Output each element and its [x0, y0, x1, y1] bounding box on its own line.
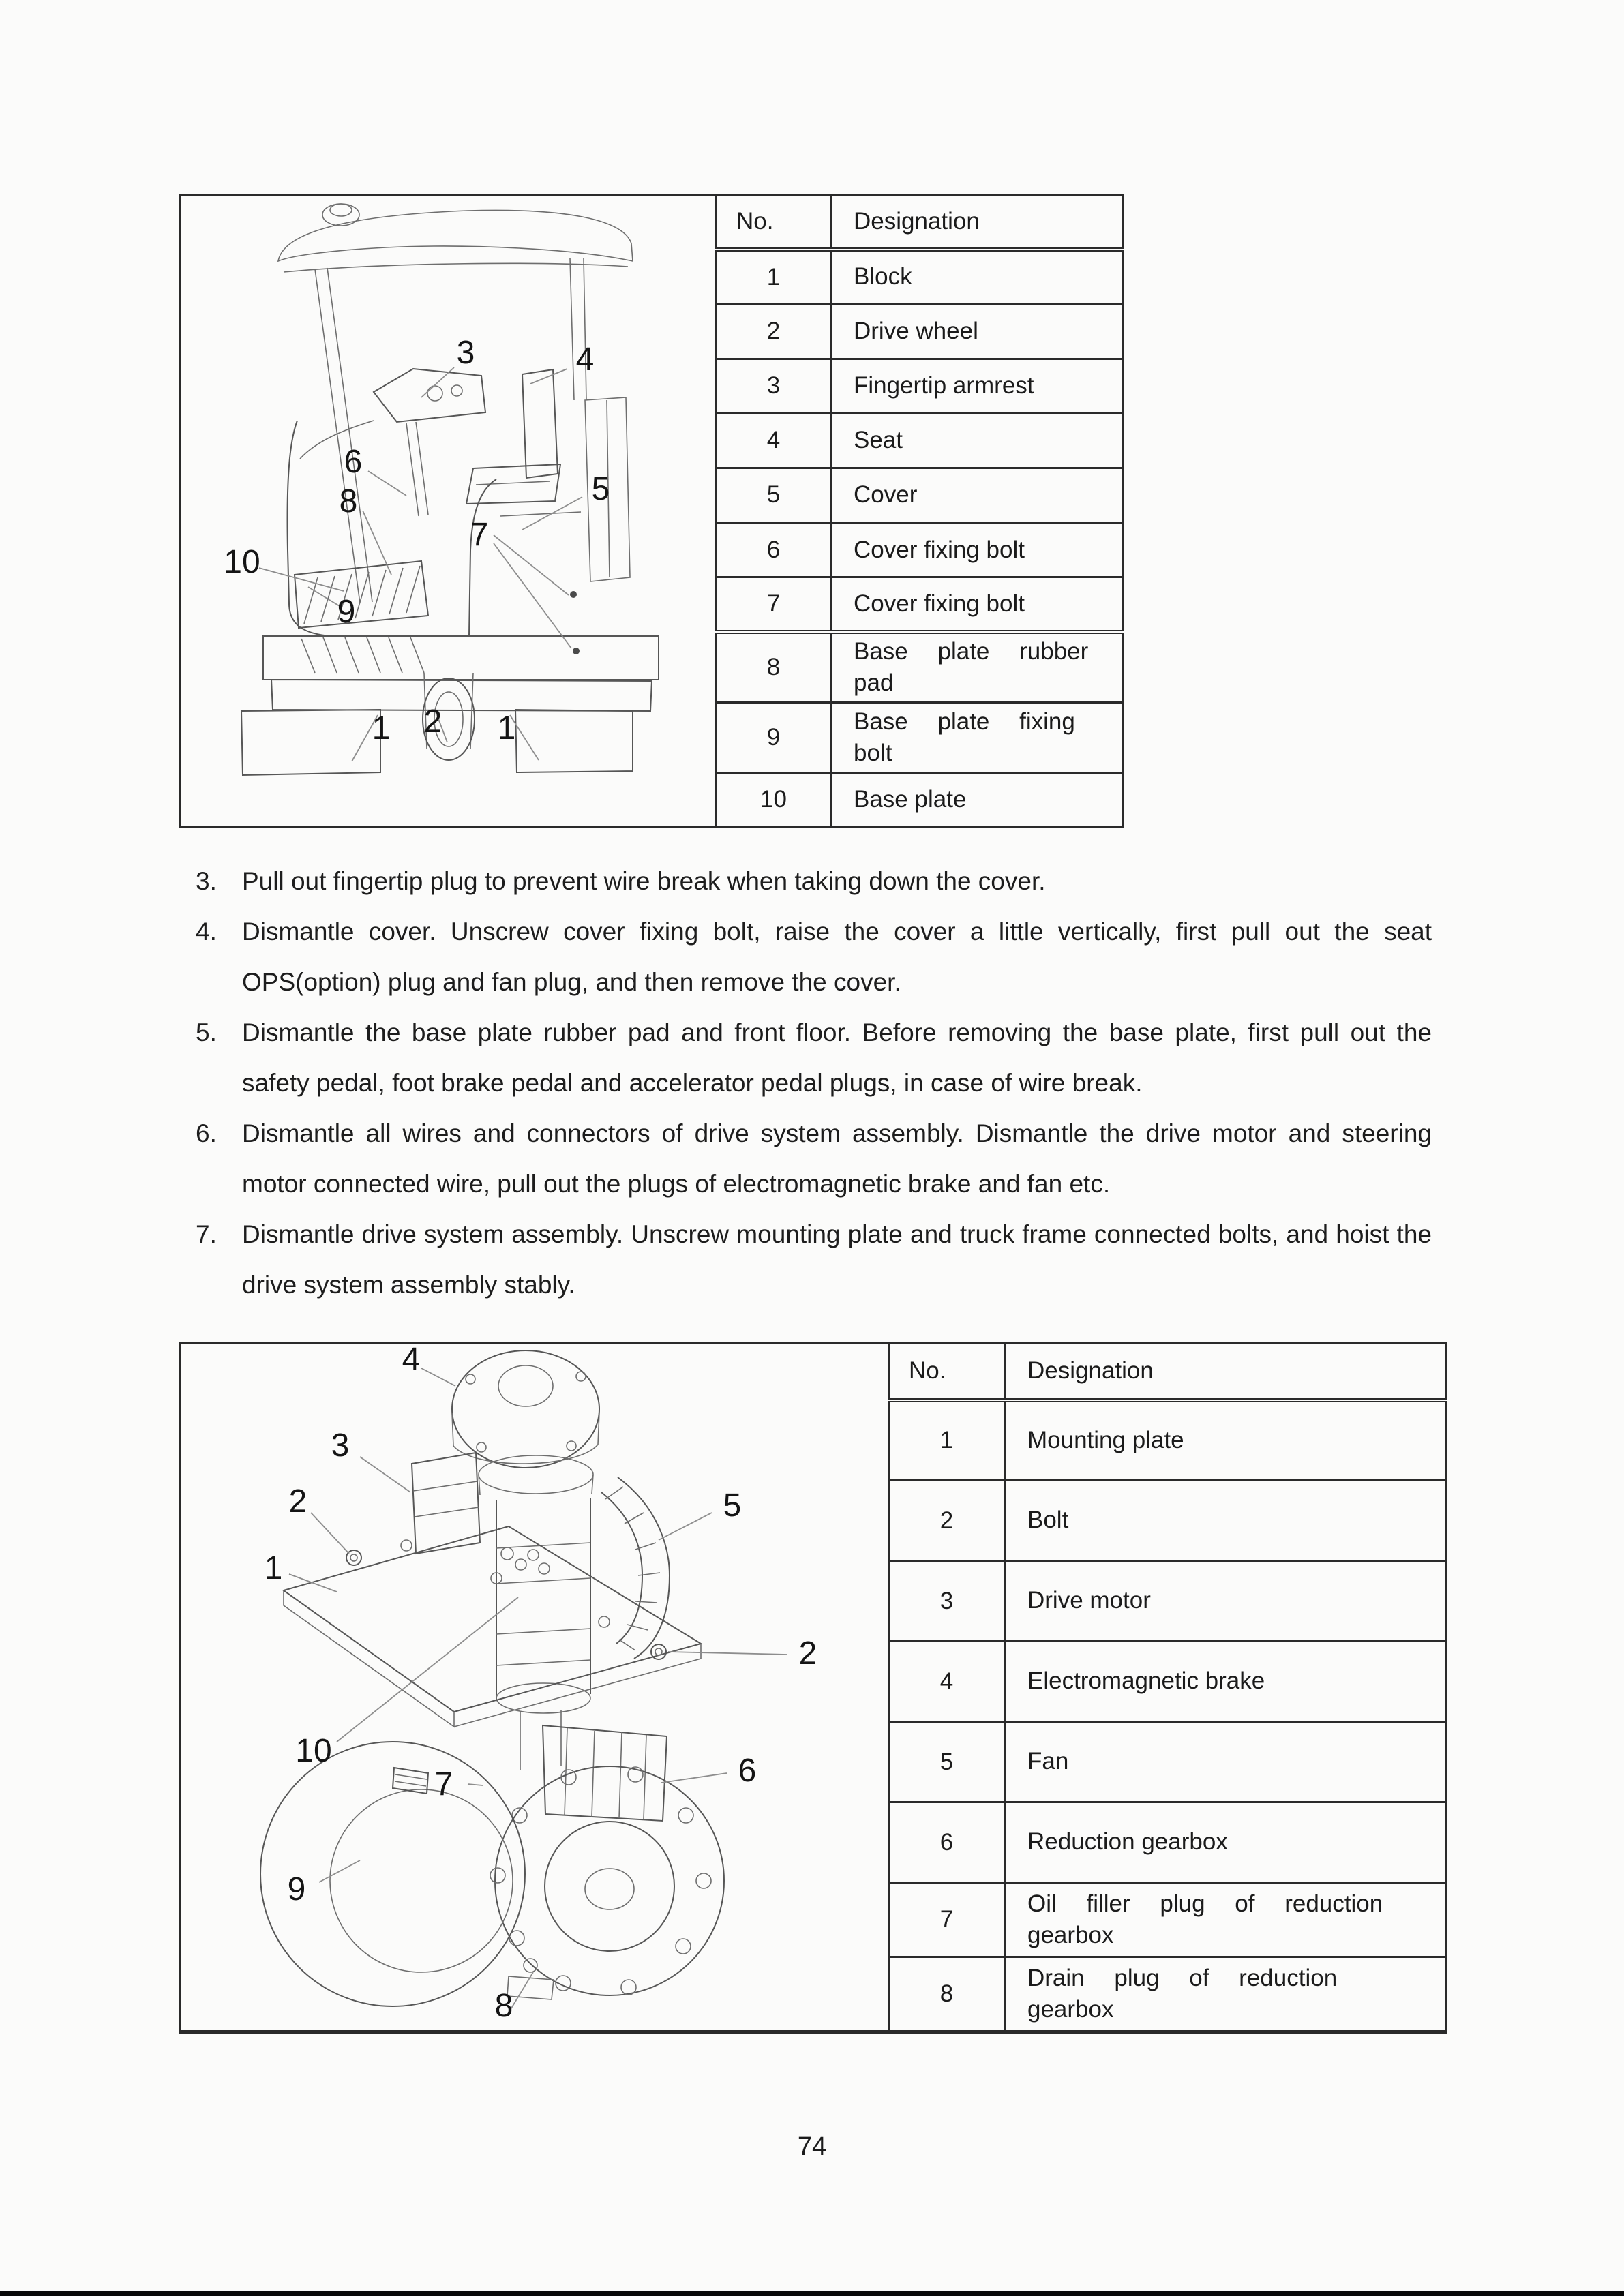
step-text: Dismantle all wires and connectors of drive system assembly. Dismantle the drive motor and steering motor connected wire, pull out the plugs of electromagnetic brake and fan etc.: [242, 1119, 1432, 1198]
col-header-designation: Designation: [831, 195, 1123, 250]
part-no: 7: [717, 577, 831, 632]
part-designation: Cover fixing bolt: [831, 523, 1123, 577]
callout-10: 10: [224, 544, 260, 580]
figure-truck-overview: [179, 194, 1124, 828]
table-row: [717, 632, 1123, 702]
part-no: 5: [717, 468, 831, 522]
truck-illustration: [181, 196, 717, 824]
parts-table-drive-system: [888, 1342, 1447, 2032]
table-row: [717, 304, 1123, 359]
callout-1-left: 1: [372, 710, 391, 746]
table-row: [717, 250, 1123, 304]
part-designation: Base plate rubber pad: [831, 632, 1123, 702]
callout-3: 3: [331, 1428, 350, 1464]
part-no: 1: [889, 1400, 1005, 1481]
part-designation: Block: [831, 250, 1123, 304]
part-no: 9: [717, 702, 831, 772]
callout-8: 8: [494, 1988, 513, 2024]
part-no: 5: [889, 1722, 1005, 1802]
callout-4: 4: [402, 1342, 421, 1378]
page-number: 74: [797, 2132, 827, 2161]
callout-10: 10: [295, 1733, 332, 1769]
part-no: 4: [889, 1642, 1005, 1722]
part-no: 8: [889, 1957, 1005, 2031]
part-designation: Cover fixing bolt: [831, 577, 1123, 632]
part-designation: Cover: [831, 468, 1123, 522]
part-no: 4: [717, 413, 831, 468]
callout-7: 7: [470, 517, 489, 553]
callout-4: 4: [575, 342, 595, 378]
table-row: [717, 577, 1123, 632]
callout-8: 8: [339, 483, 358, 519]
part-no: 10: [717, 772, 831, 827]
table-row: [889, 1957, 1447, 2031]
part-designation: Fingertip armrest: [831, 359, 1123, 413]
part-designation: Drain plug of reduction gearbox: [1005, 1957, 1447, 2031]
part-no: 6: [889, 1802, 1005, 1883]
part-no: 8: [717, 632, 831, 702]
truck-line-drawing: [181, 196, 717, 826]
table-header-row: [717, 195, 1123, 250]
col-header-designation: Designation: [1005, 1343, 1447, 1400]
table-row: [889, 1400, 1447, 1481]
instruction-step-4: [196, 907, 1432, 1008]
instruction-step-3: [196, 856, 1432, 907]
table-row: [717, 413, 1123, 468]
table-row: [717, 359, 1123, 413]
part-no: 2: [889, 1481, 1005, 1561]
part-no: 7: [889, 1883, 1005, 1957]
callout-5: 5: [723, 1487, 742, 1524]
drive-system-line-drawing: [181, 1344, 892, 2030]
step-text: Pull out fingertip plug to prevent wire break when taking down the cover.: [242, 867, 1046, 895]
callout-2-left: 2: [288, 1483, 307, 1520]
table-row: [717, 523, 1123, 577]
callout-6: 6: [738, 1753, 757, 1789]
table-row: [717, 702, 1123, 772]
table-header-row: [889, 1343, 1447, 1400]
table-row: [717, 772, 1123, 827]
drive-system-illustration: [181, 1344, 892, 2028]
col-header-no: No.: [717, 195, 831, 250]
callout-7: 7: [434, 1766, 453, 1802]
callout-9: 9: [337, 594, 356, 630]
part-designation: Fan: [1005, 1722, 1447, 1802]
part-designation: Oil filler plug of reduction gearbox: [1005, 1883, 1447, 1957]
table-row: [889, 1722, 1447, 1802]
step-number: 3.: [196, 867, 217, 895]
figure-drive-system: [179, 1342, 1447, 2034]
table-row: [889, 1802, 1447, 1883]
instruction-step-7: [196, 1209, 1432, 1310]
step-number: 7.: [196, 1220, 217, 1248]
part-designation: Mounting plate: [1005, 1400, 1447, 1481]
callout-2-right: 2: [798, 1635, 817, 1672]
step-text: Dismantle the base plate rubber pad and front floor. Before removing the base plate, first pull out the safety pedal, foot brake pedal and accelerator pedal plugs, in case of wire break.: [242, 1018, 1432, 1097]
callout-3: 3: [456, 335, 475, 371]
instruction-list: [196, 856, 1432, 1310]
col-header-no: No.: [889, 1343, 1005, 1400]
table-row: [889, 1561, 1447, 1642]
callout-1-right: 1: [497, 710, 516, 746]
callout-1: 1: [264, 1550, 283, 1586]
callout-9: 9: [287, 1871, 306, 1907]
step-number: 5.: [196, 1018, 217, 1046]
instruction-step-5: [196, 1008, 1432, 1108]
part-no: 6: [717, 523, 831, 577]
parts-table-truck: [715, 194, 1124, 828]
part-designation: Base plate fixing bolt: [831, 702, 1123, 772]
step-text: Dismantle cover. Unscrew cover fixing bolt, raise the cover a little vertically, first pull out the seat OPS(option) plug and fan plug, and then remove the cover.: [242, 918, 1432, 996]
part-designation: Base plate: [831, 772, 1123, 827]
part-no: 3: [889, 1561, 1005, 1642]
step-number: 6.: [196, 1119, 217, 1147]
part-no: 2: [717, 304, 831, 359]
table-row: [889, 1481, 1447, 1561]
table-row: [889, 1642, 1447, 1722]
part-designation: Electromagnetic brake: [1005, 1642, 1447, 1722]
part-designation: Drive motor: [1005, 1561, 1447, 1642]
part-designation: Drive wheel: [831, 304, 1123, 359]
table-row: [717, 468, 1123, 522]
part-designation: Reduction gearbox: [1005, 1802, 1447, 1883]
callout-5: 5: [591, 471, 610, 507]
part-no: 3: [717, 359, 831, 413]
part-designation: Bolt: [1005, 1481, 1447, 1561]
callout-2: 2: [423, 704, 442, 740]
table-row: [889, 1883, 1447, 1957]
part-designation: Seat: [831, 413, 1123, 468]
callout-6: 6: [344, 444, 363, 480]
instruction-step-6: [196, 1108, 1432, 1209]
scan-edge-bar: [0, 2291, 1624, 2296]
step-text: Dismantle drive system assembly. Unscrew mounting plate and truck frame connected bolts, and hoist the drive system assembly stably.: [242, 1220, 1432, 1299]
step-number: 4.: [196, 918, 217, 946]
part-no: 1: [717, 250, 831, 304]
